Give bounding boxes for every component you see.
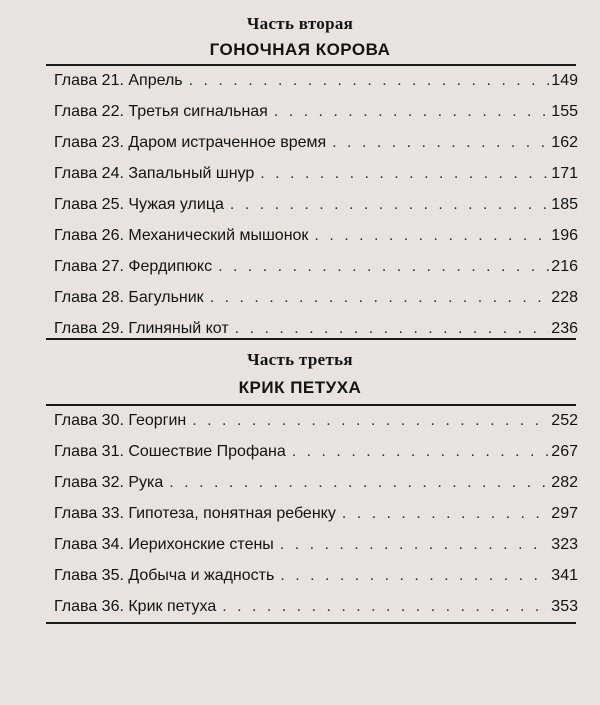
part-label: Часть вторая [246,14,354,33]
section-rule [46,338,576,340]
dot-leader [222,591,549,622]
dot-leader [192,405,549,436]
chapter-list [54,405,578,622]
toc-entry[interactable] [54,158,578,189]
chapter-title: Глава 36. Крик петуха [54,598,217,615]
dot-leader [260,158,549,189]
page-number: 216 [551,258,578,275]
chapter-title: Глава 23. Даром истраченное время [54,134,327,151]
chapter-title: Глава 21. Апрель [54,72,183,89]
chapter-title: Глава 31. Сошествие Профана [54,443,286,460]
toc-entry[interactable] [54,65,578,96]
toc-entry[interactable] [54,220,578,251]
toc-entry[interactable] [54,467,578,498]
page-number: 236 [551,320,578,337]
chapter-title: Глава 27. Фердипюкс [54,258,213,275]
page-number: 228 [551,289,578,306]
dot-leader [274,96,549,127]
chapter-title: Глава 35. Добыча и жадность [54,567,275,584]
toc-entry[interactable] [54,251,578,282]
chapter-title: Глава 34. Иерихонские стены [54,536,274,553]
page-number: 353 [551,598,578,615]
toc-entry[interactable] [54,127,578,158]
dot-leader [280,560,549,591]
chapter-title: Глава 29. Глиняный кот [54,320,229,337]
toc-entry[interactable] [54,591,578,622]
page-number: 252 [551,412,578,429]
part-title: КРИК ПЕТУХА [238,378,362,397]
chapter-title: Глава 24. Запальный шнур [54,165,255,182]
dot-leader [189,65,550,96]
part-title: ГОНОЧНАЯ КОРОВА [209,40,391,59]
page-number: 282 [551,474,578,491]
toc-entry[interactable] [54,560,578,591]
toc-entry[interactable] [54,282,578,313]
dot-leader [169,467,549,498]
chapter-title: Глава 28. Багульник [54,289,204,306]
chapter-title: Глава 25. Чужая улица [54,196,224,213]
toc-entry[interactable] [54,189,578,220]
dot-leader [210,282,550,313]
page-number: 185 [551,196,578,213]
chapter-title: Глава 32. Рука [54,474,164,491]
page-number: 341 [551,567,578,584]
toc-entry[interactable] [54,436,578,467]
page-number: 196 [551,227,578,244]
toc-entry[interactable] [54,405,578,436]
toc-entry[interactable] [54,498,578,529]
dot-leader [314,220,549,251]
page-number: 323 [551,536,578,553]
toc-entry[interactable] [54,529,578,560]
chapter-title: Глава 26. Механический мышонок [54,227,309,244]
dot-leader [230,189,549,220]
dot-leader [332,127,549,158]
dot-leader [218,251,549,282]
page-number: 149 [551,72,578,89]
section-rule [46,622,576,624]
page-number: 162 [551,134,578,151]
dot-leader [292,436,550,467]
dot-leader [280,529,549,560]
page-number: 297 [551,505,578,522]
chapter-title: Глава 33. Гипотеза, понятная ребенку [54,505,336,522]
part-header [0,14,600,60]
part-label: Часть третья [247,350,353,369]
chapter-title: Глава 30. Георгин [54,412,187,429]
page-number: 267 [551,443,578,460]
page-number: 171 [551,165,578,182]
part-header [0,350,600,398]
page-number: 155 [551,103,578,120]
chapter-title: Глава 22. Третья сигнальная [54,103,268,120]
dot-leader [342,498,549,529]
toc-entry[interactable] [54,96,578,127]
chapter-list [54,65,578,344]
